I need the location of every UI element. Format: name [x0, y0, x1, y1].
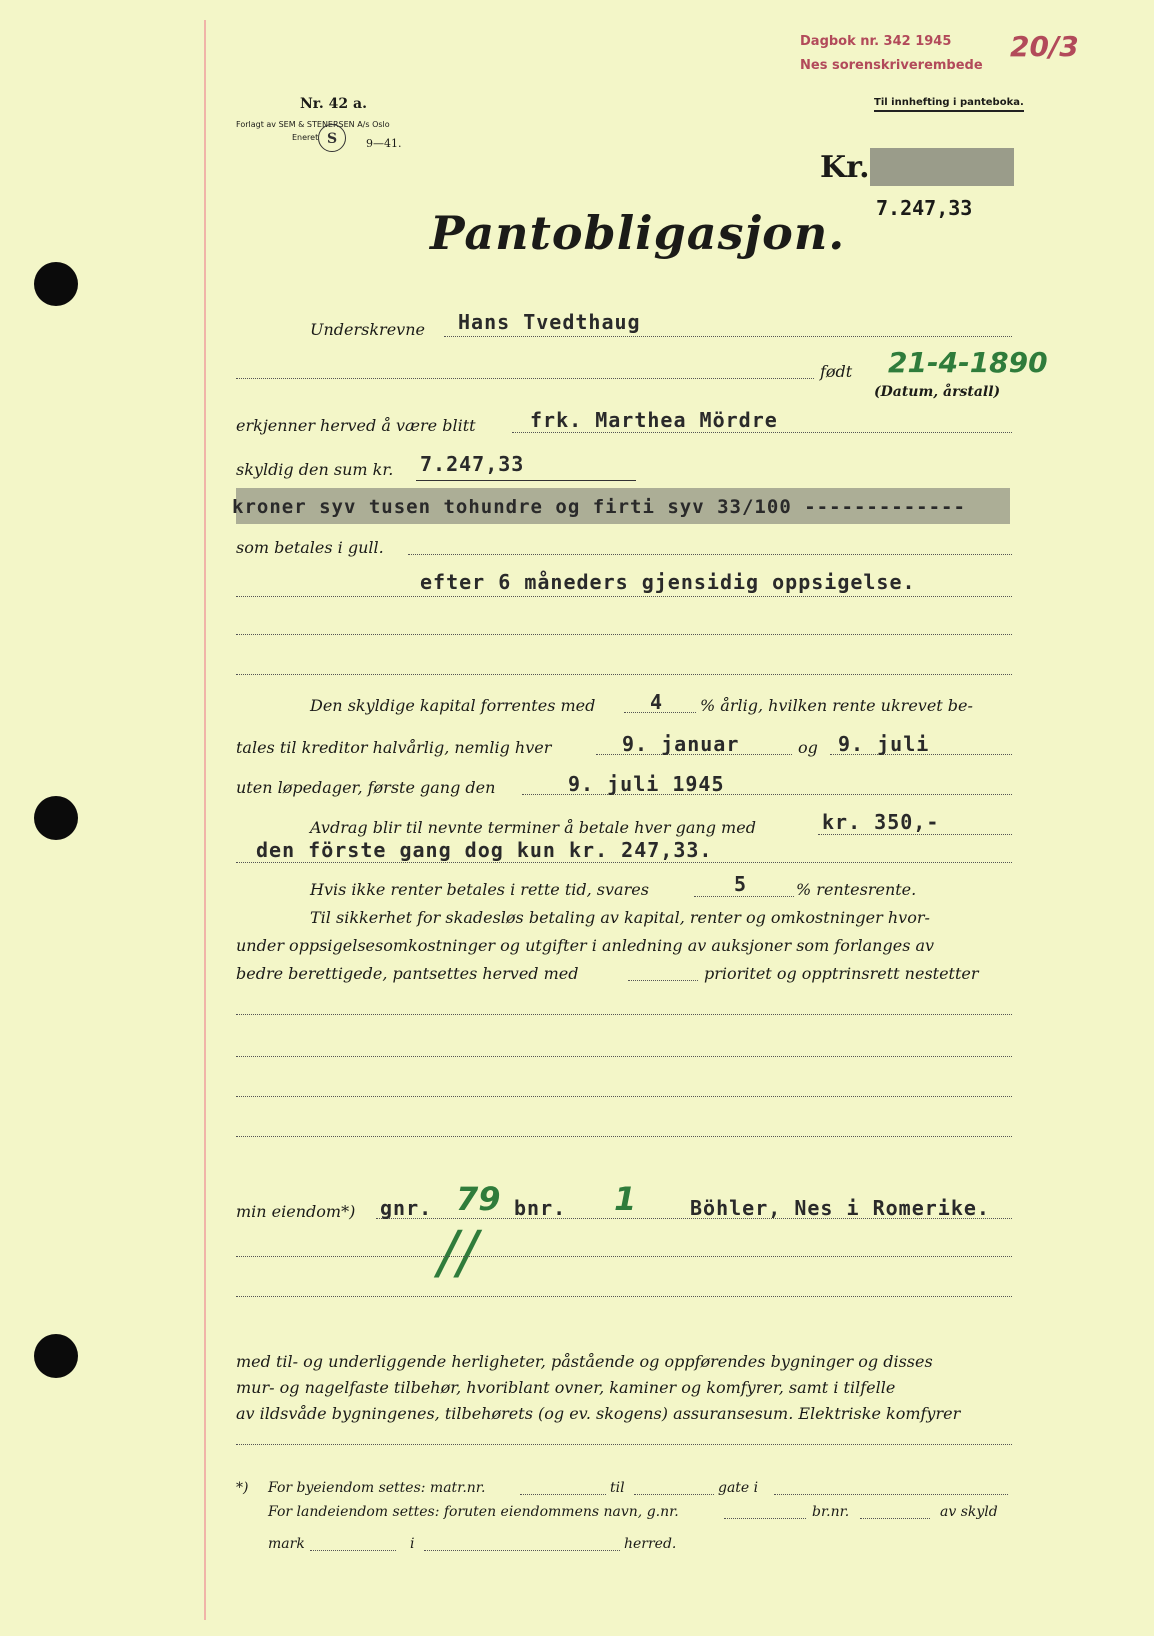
footnote-line-3a: mark	[268, 1536, 305, 1552]
gnr-label: gnr.	[380, 1196, 433, 1220]
undersigned-line-2	[236, 378, 814, 379]
priority-line	[628, 980, 698, 981]
closing-line-2: mur- og nagelfaste tilbehør, hvoriblant ovner, kaminer og komfyrer, samt i tilfelle	[236, 1378, 896, 1397]
stamp-line-2: Nes sorenskriverembede	[800, 58, 983, 73]
closing-line-3: av ildsvåde bygningenes, tilbehørets (og ev. skogens) assuransesum. Elektriske komfyrer	[236, 1404, 961, 1423]
footnote-line-1b: til	[610, 1480, 625, 1496]
property-value: Böhler, Nes i Romerike.	[690, 1196, 990, 1220]
penalty-value: 5	[734, 872, 748, 896]
install-note: den förste gang dog kun kr. 247,33.	[256, 838, 713, 862]
date2-value: 9. juli	[838, 732, 930, 756]
born-hint: (Datum, årstall)	[874, 384, 1001, 400]
interest-value: 4	[650, 690, 664, 714]
blank-line-7	[236, 1256, 1012, 1257]
footnote-marker: *)	[236, 1480, 249, 1496]
footnote-line-2a: For landeiendom settes: foruten eiendommens navn, g.nr.	[268, 1504, 679, 1520]
blank-line-1	[236, 634, 1012, 635]
stamp-line-1: Dagbok nr. 342 1945	[800, 34, 952, 49]
svg-text:S: S	[327, 131, 338, 147]
date1-value: 9. januar	[622, 732, 740, 756]
install-line	[818, 834, 1012, 835]
blank-line-3	[236, 1014, 1012, 1015]
footnote-dots-7	[424, 1550, 620, 1551]
closing-line-1: med til- og underliggende herligheter, påstående og oppførendes bygninger og disses	[236, 1352, 933, 1371]
punch-hole-middle	[34, 796, 78, 840]
exclusive-text: Eneret	[292, 133, 319, 142]
footnote-line-1c: gate i	[718, 1480, 759, 1496]
stamp-handwriting: 20/3	[1010, 30, 1079, 63]
born-value: 21-4-1890	[888, 346, 1048, 379]
footnote-dots-4	[724, 1518, 806, 1519]
footnote-dots-1	[520, 1494, 606, 1495]
term-line	[236, 596, 1012, 597]
gold-label: som betales i gull.	[236, 538, 384, 557]
penalty-label-a: Hvis ikke renter betales i rette tid, svares	[310, 880, 649, 899]
blank-line-5	[236, 1096, 1012, 1097]
security-line-3a: bedre berettigede, pantsettes herved med	[236, 964, 579, 983]
gnr-value: 79	[456, 1180, 501, 1218]
margin-rule	[204, 20, 206, 1620]
edition-text: 9—41.	[366, 137, 402, 150]
footnote-dots-5	[860, 1518, 930, 1519]
property-label: min eiendom*)	[236, 1202, 356, 1221]
creditor-line	[512, 432, 1012, 433]
publisher-line: Forlagt av SEM & STENERSEN A/s Oslo	[236, 120, 390, 129]
sum-value: 7.247,33	[420, 452, 525, 476]
bnr-label: bnr.	[514, 1196, 567, 1220]
sum-line	[416, 480, 636, 481]
kr-label: Kr.	[820, 150, 870, 185]
install-value: kr. 350,-	[822, 810, 940, 834]
interest-label-b: % årlig, hvilken rente ukrevet be-	[700, 696, 973, 715]
footnote-line-1a: For byeiendom settes: matr.nr.	[268, 1480, 486, 1496]
blank-line-4	[236, 1056, 1012, 1057]
install-label: Avdrag blir til nevnte terminer å betale hver gang med	[310, 818, 756, 837]
security-line-1: Til sikkerhet for skadesløs betaling av kapital, renter og omkostninger hvor-	[310, 908, 930, 927]
undersigned-value: Hans Tvedthaug	[458, 310, 641, 334]
footnote-line-2b: br.nr.	[812, 1504, 850, 1520]
footnote-line-2c: av skyld	[940, 1504, 998, 1520]
form-number: Nr. 42 a.	[300, 96, 367, 112]
blank-line-2	[236, 674, 1012, 675]
kr-amount: 7.247,33	[876, 196, 973, 220]
bnr-value: 1	[614, 1180, 637, 1218]
undersigned-label: Underskrevne	[310, 320, 425, 339]
closing-line-rule	[236, 1444, 1012, 1445]
footnote-line-3b: i	[410, 1536, 415, 1552]
publisher-seal-icon	[318, 124, 346, 152]
and-word: og	[798, 738, 818, 757]
kr-amount-box	[870, 148, 1014, 186]
punch-hole-bottom	[34, 1334, 78, 1378]
punch-hole-top	[34, 262, 78, 306]
creditor-value: frk. Marthea Mördre	[530, 408, 778, 432]
creditor-label: erkjenner herved å være blitt	[236, 416, 476, 435]
paid-label: tales til kreditor halvårlig, nemlig hver	[236, 738, 552, 757]
hand-mark: //	[438, 1218, 478, 1286]
term-value: efter 6 måneders gjensidig oppsigelse.	[420, 570, 916, 594]
security-line-2: under oppsigelsesomkostninger og utgifter i anledning av auksjoner som forlanges av	[236, 936, 935, 955]
first-label: uten løpedager, første gang den	[236, 778, 496, 797]
sum-words: kroner syv tusen tohundre og firti syv 33/100 -------------	[232, 496, 966, 518]
footnote-dots-3	[774, 1494, 1008, 1495]
gold-line	[408, 554, 1012, 555]
footnote-dots-6	[310, 1550, 396, 1551]
penalty-label-b: % rentesrente.	[796, 880, 917, 899]
penalty-line	[694, 896, 794, 897]
interest-label-a: Den skyldige kapital forrentes med	[310, 696, 596, 715]
born-label: født	[820, 362, 853, 381]
footnote-line-3c: herred.	[624, 1536, 677, 1552]
footnote-dots-2	[634, 1494, 714, 1495]
document-title: Pantobligasjon.	[430, 206, 846, 260]
blank-line-6	[236, 1136, 1012, 1137]
blank-line-8	[236, 1296, 1012, 1297]
sum-label: skyldig den sum kr.	[236, 460, 394, 479]
security-line-3b: prioritet og opptrinsrett nestetter	[704, 964, 979, 983]
install-note-line	[236, 862, 1012, 863]
undersigned-line	[444, 336, 1012, 337]
attach-note: Til innhefting i panteboka.	[874, 97, 1024, 112]
first-value: 9. juli 1945	[568, 772, 725, 796]
